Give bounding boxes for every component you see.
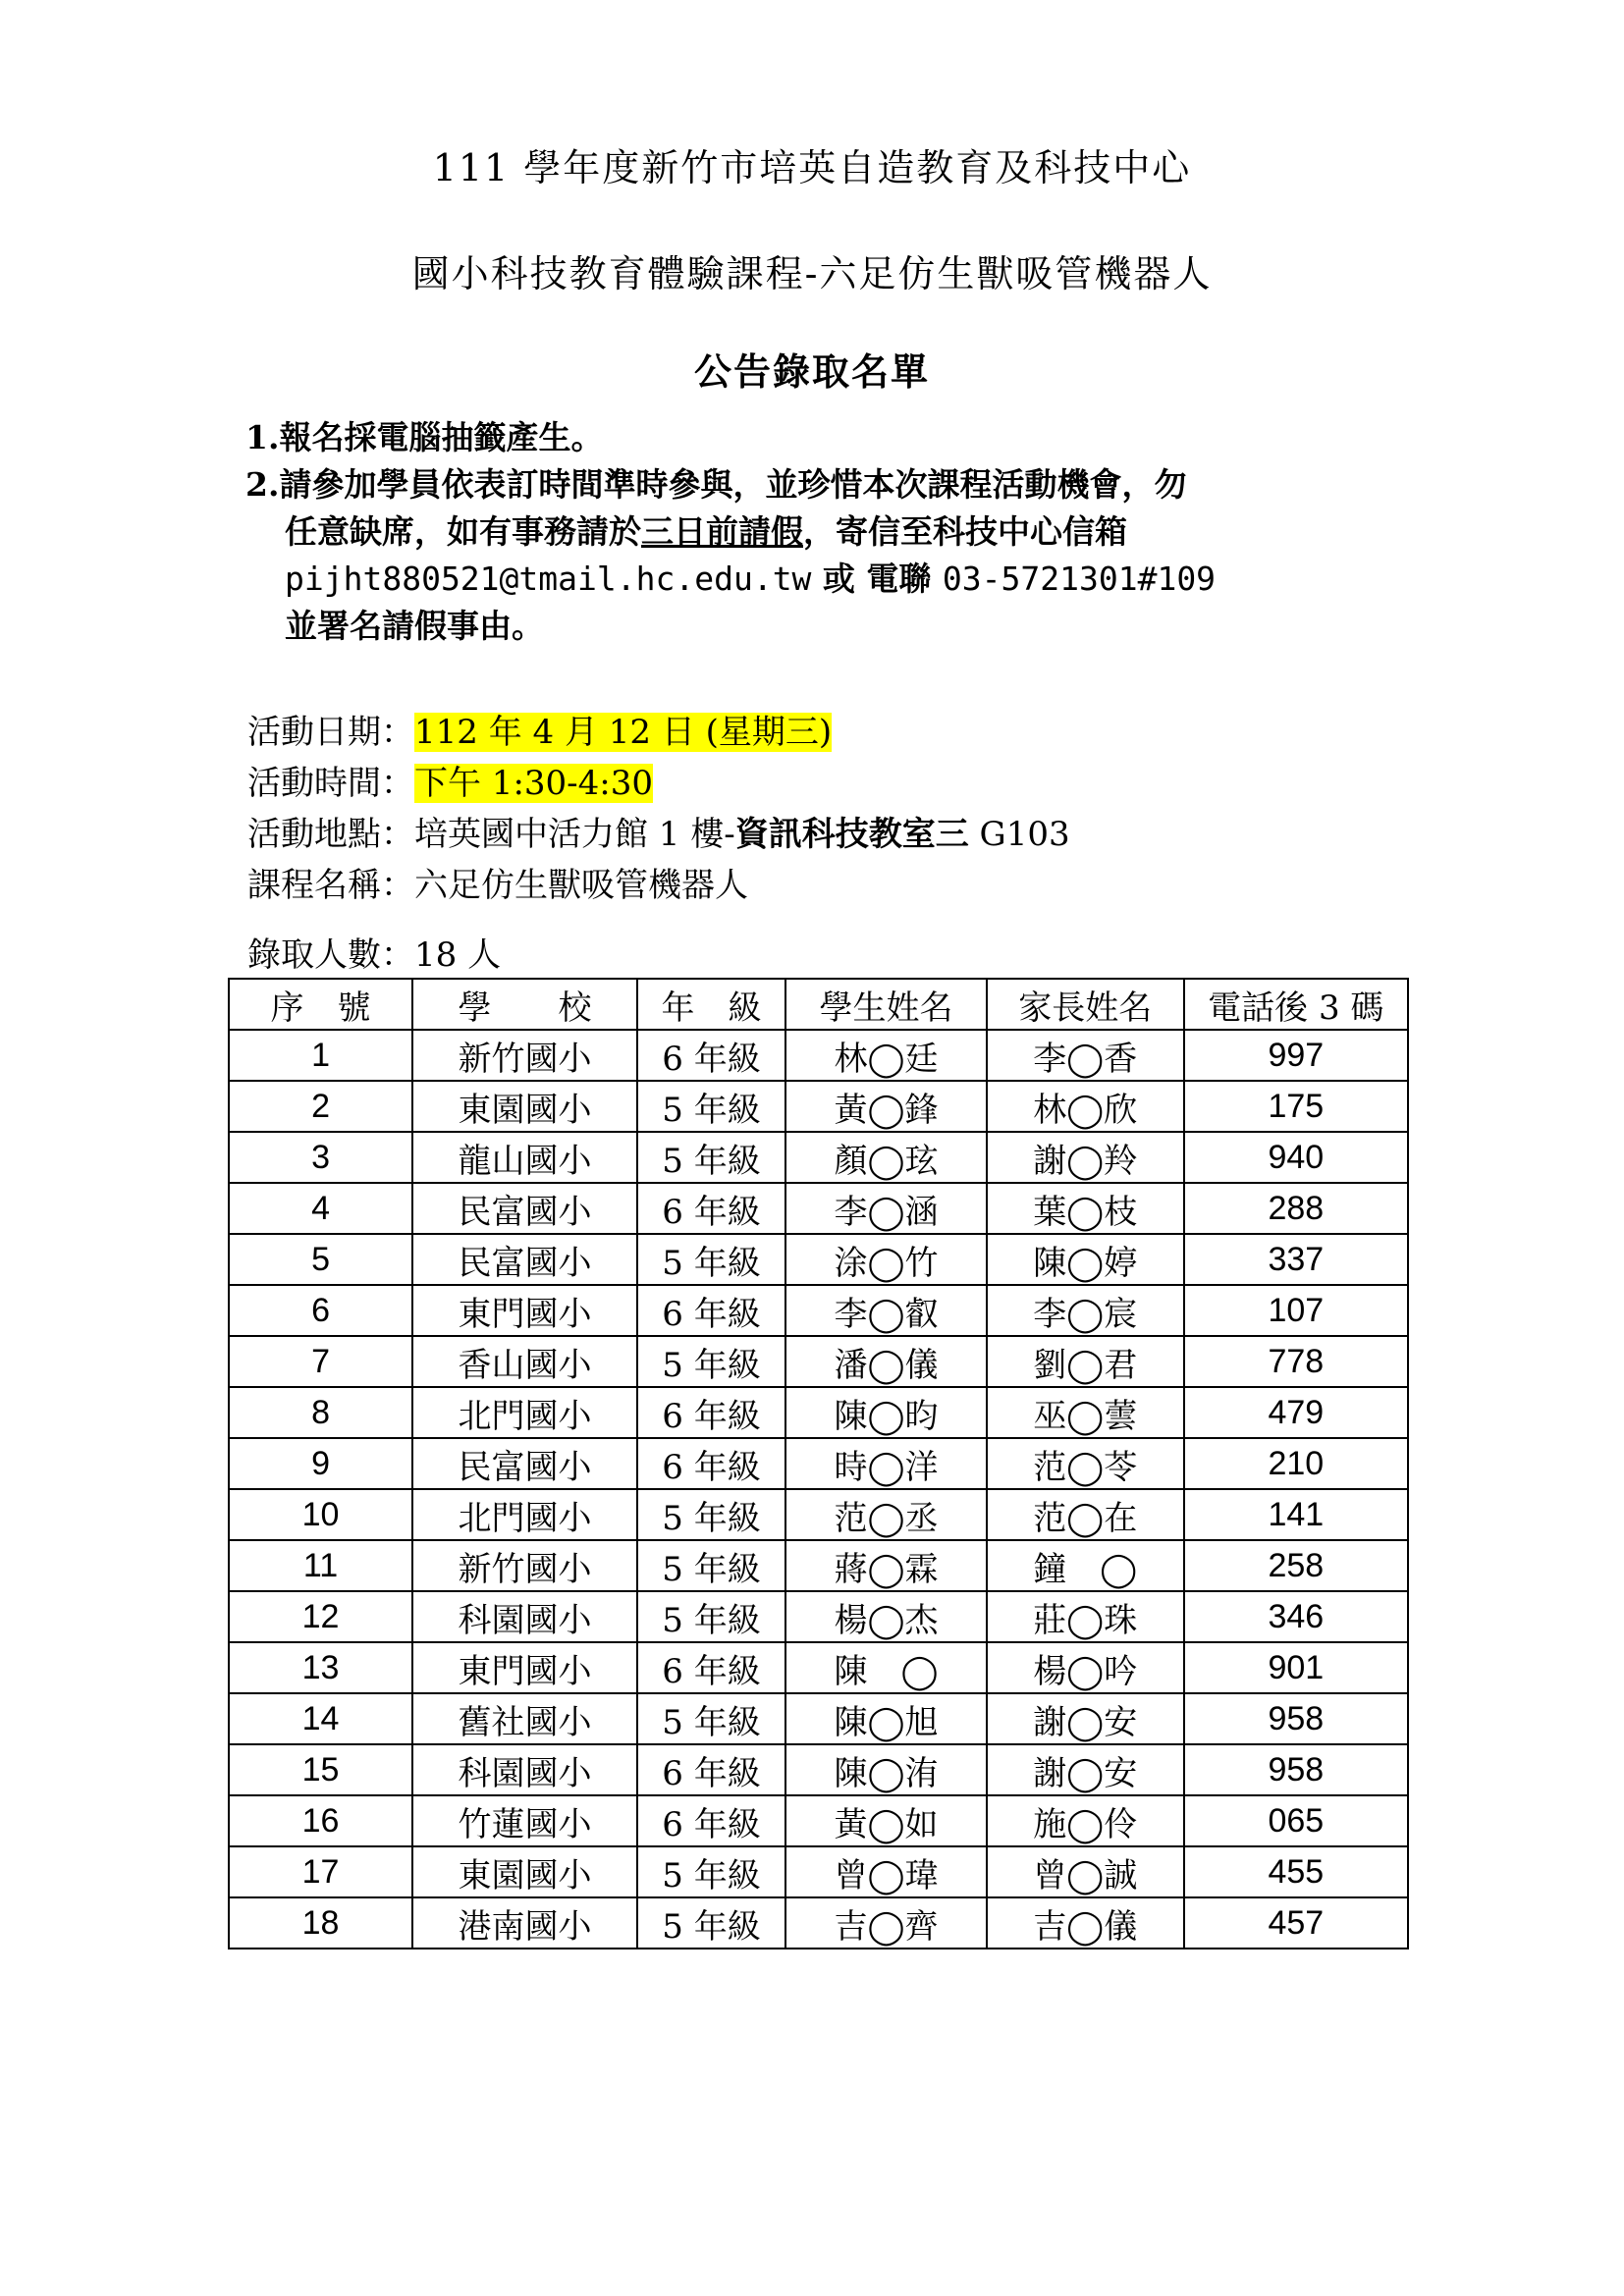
cell-phone-last3: 337 [1184, 1234, 1408, 1285]
cell-student-name: 范◯丞 [785, 1489, 987, 1540]
contact-email: pijht880521@tmail.hc.edu.tw [285, 560, 812, 598]
admission-table [228, 978, 1409, 1949]
cell-serial: 4 [229, 1183, 412, 1234]
activity-date-label: 活動日期： [247, 713, 414, 752]
activity-info [247, 707, 1070, 911]
cell-parent-name: 謝◯安 [987, 1693, 1184, 1744]
cell-serial: 5 [229, 1234, 412, 1285]
cell-parent-name: 謝◯安 [987, 1744, 1184, 1795]
cell-school: 民富國小 [412, 1234, 637, 1285]
cell-parent-name: 吉◯儀 [987, 1897, 1184, 1949]
cell-school: 龍山國小 [412, 1132, 637, 1183]
activity-time-label: 活動時間： [247, 764, 414, 803]
cell-school: 北門國小 [412, 1489, 637, 1540]
cell-parent-name: 施◯伶 [987, 1795, 1184, 1846]
cell-grade: 5 年級 [637, 1132, 785, 1183]
cell-serial: 2 [229, 1081, 412, 1132]
cell-serial: 17 [229, 1846, 412, 1897]
cell-student-name: 時◯洋 [785, 1438, 987, 1489]
cell-school: 新竹國小 [412, 1030, 637, 1081]
cell-school: 民富國小 [412, 1183, 637, 1234]
activity-place-row [247, 809, 1070, 860]
cell-grade: 6 年級 [637, 1642, 785, 1693]
cell-serial: 14 [229, 1693, 412, 1744]
cell-student-name: 林◯廷 [785, 1030, 987, 1081]
cell-student-name: 楊◯杰 [785, 1591, 987, 1642]
cell-serial: 8 [229, 1387, 412, 1438]
activity-date-row [247, 707, 1070, 758]
cell-serial: 7 [229, 1336, 412, 1387]
cell-parent-name: 李◯香 [987, 1030, 1184, 1081]
cell-school: 東園國小 [412, 1846, 637, 1897]
cell-parent-name: 葉◯枝 [987, 1183, 1184, 1234]
note-text: 任意缺席，如有事務請於 [285, 512, 641, 551]
table-row [229, 1591, 1408, 1642]
cell-grade: 5 年級 [637, 1897, 785, 1949]
cell-school: 東門國小 [412, 1285, 637, 1336]
note-text: 或 電聯 [811, 560, 943, 598]
cell-phone-last3: 288 [1184, 1183, 1408, 1234]
course-name-label: 課程名稱： [247, 866, 414, 905]
cell-phone-last3: 210 [1184, 1438, 1408, 1489]
cell-serial: 18 [229, 1897, 412, 1949]
note-item-1: 1.報名採電腦抽籤產生。 [245, 418, 604, 456]
cell-serial: 13 [229, 1642, 412, 1693]
activity-place-value: 培英國中活力館 1 樓- [414, 815, 735, 854]
activity-time-row [247, 758, 1070, 809]
table-row [229, 1081, 1408, 1132]
header-serial: 序 號 [229, 979, 412, 1030]
cell-student-name: 李◯涵 [785, 1183, 987, 1234]
cell-phone-last3: 455 [1184, 1846, 1408, 1897]
note-item-2-line-2 [245, 508, 1216, 556]
table-row [229, 1642, 1408, 1693]
cell-student-name: 李◯叡 [785, 1285, 987, 1336]
cell-grade: 5 年級 [637, 1234, 785, 1285]
cell-student-name: 黃◯如 [785, 1795, 987, 1846]
cell-student-name: 陳◯昀 [785, 1387, 987, 1438]
cell-student-name: 黃◯鋒 [785, 1081, 987, 1132]
document-title: 111 學年度新竹市培英自造教育及科技中心 [432, 146, 1192, 189]
cell-serial: 10 [229, 1489, 412, 1540]
cell-grade: 5 年級 [637, 1489, 785, 1540]
table-header-row [229, 979, 1408, 1030]
cell-parent-name: 李◯宸 [987, 1285, 1184, 1336]
cell-student-name: 陳◯洧 [785, 1744, 987, 1795]
cell-grade: 6 年級 [637, 1744, 785, 1795]
header-phone-last3: 電話後 3 碼 [1184, 979, 1408, 1030]
table-row [229, 1285, 1408, 1336]
activity-date-value: 112 年 4 月 12 日 (星期三) [414, 713, 833, 752]
table-row [229, 1744, 1408, 1795]
header-school: 學 校 [412, 979, 637, 1030]
cell-school: 東園國小 [412, 1081, 637, 1132]
table-row [229, 1795, 1408, 1846]
cell-serial: 11 [229, 1540, 412, 1591]
cell-student-name: 涂◯竹 [785, 1234, 987, 1285]
cell-phone-last3: 479 [1184, 1387, 1408, 1438]
cell-parent-name: 鐘 ◯ [987, 1540, 1184, 1591]
cell-phone-last3: 107 [1184, 1285, 1408, 1336]
cell-parent-name: 陳◯婷 [987, 1234, 1184, 1285]
cell-school: 科園國小 [412, 1744, 637, 1795]
table-row [229, 1846, 1408, 1897]
cell-serial: 6 [229, 1285, 412, 1336]
cell-serial: 15 [229, 1744, 412, 1795]
cell-school: 港南國小 [412, 1897, 637, 1949]
table-row [229, 1387, 1408, 1438]
cell-phone-last3: 997 [1184, 1030, 1408, 1081]
cell-student-name: 陳 ◯ [785, 1642, 987, 1693]
cell-grade: 6 年級 [637, 1387, 785, 1438]
cell-parent-name: 劉◯君 [987, 1336, 1184, 1387]
course-subtitle: 國小科技教育體驗課程-六足仿生獸吸管機器人 [411, 252, 1213, 295]
cell-grade: 5 年級 [637, 1693, 785, 1744]
cell-school: 香山國小 [412, 1336, 637, 1387]
cell-school: 北門國小 [412, 1387, 637, 1438]
cell-phone-last3: 940 [1184, 1132, 1408, 1183]
cell-grade: 6 年級 [637, 1030, 785, 1081]
table-row [229, 1336, 1408, 1387]
table-row [229, 1489, 1408, 1540]
cell-parent-name: 林◯欣 [987, 1081, 1184, 1132]
cell-phone-last3: 958 [1184, 1744, 1408, 1795]
cell-phone-last3: 958 [1184, 1693, 1408, 1744]
cell-parent-name: 范◯在 [987, 1489, 1184, 1540]
cell-parent-name: 巫◯蕓 [987, 1387, 1184, 1438]
cell-serial: 3 [229, 1132, 412, 1183]
cell-school: 舊社國小 [412, 1693, 637, 1744]
course-name-row [247, 860, 1070, 911]
note-text: ，寄信至科技中心信箱 [803, 512, 1127, 551]
note-item-2-line-4: 並署名請假事由。 [285, 607, 544, 645]
cell-serial: 9 [229, 1438, 412, 1489]
cell-parent-name: 曾◯誠 [987, 1846, 1184, 1897]
cell-grade: 5 年級 [637, 1846, 785, 1897]
notes-section [245, 414, 1216, 650]
cell-parent-name: 莊◯珠 [987, 1591, 1184, 1642]
cell-phone-last3: 258 [1184, 1540, 1408, 1591]
cell-student-name: 曾◯瑋 [785, 1846, 987, 1897]
announcement-heading: 公告錄取名單 [693, 349, 930, 394]
cell-school: 新竹國小 [412, 1540, 637, 1591]
cell-student-name: 吉◯齊 [785, 1897, 987, 1949]
table-row [229, 1897, 1408, 1949]
cell-school: 民富國小 [412, 1438, 637, 1489]
contact-phone: 03-5721301#109 [942, 560, 1217, 598]
cell-grade: 6 年級 [637, 1183, 785, 1234]
admitted-count: 錄取人數：18 人 [247, 935, 502, 975]
activity-room: 資訊科技教室三 [734, 815, 969, 854]
cell-parent-name: 楊◯吟 [987, 1642, 1184, 1693]
cell-serial: 16 [229, 1795, 412, 1846]
table-body [229, 1030, 1408, 1949]
cell-phone-last3: 141 [1184, 1489, 1408, 1540]
cell-grade: 5 年級 [637, 1336, 785, 1387]
cell-phone-last3: 175 [1184, 1081, 1408, 1132]
cell-student-name: 潘◯儀 [785, 1336, 987, 1387]
cell-grade: 6 年級 [637, 1438, 785, 1489]
cell-parent-name: 謝◯羚 [987, 1132, 1184, 1183]
header-grade: 年 級 [637, 979, 785, 1030]
cell-grade: 6 年級 [637, 1285, 785, 1336]
activity-place-label: 活動地點： [247, 815, 414, 854]
activity-time-value: 下午 1:30-4:30 [414, 764, 653, 803]
cell-phone-last3: 901 [1184, 1642, 1408, 1693]
table-row [229, 1234, 1408, 1285]
cell-school: 竹蓮國小 [412, 1795, 637, 1846]
cell-school: 東門國小 [412, 1642, 637, 1693]
table-row [229, 1030, 1408, 1081]
cell-student-name: 陳◯旭 [785, 1693, 987, 1744]
cell-serial: 12 [229, 1591, 412, 1642]
note-item-2-line-3 [245, 556, 1216, 603]
cell-student-name: 蔣◯霖 [785, 1540, 987, 1591]
note-item-2-line-1: 2.請參加學員依表訂時間準時參與，並珍惜本次課程活動機會，勿 [245, 465, 1187, 504]
header-student-name: 學生姓名 [785, 979, 987, 1030]
cell-phone-last3: 346 [1184, 1591, 1408, 1642]
table-row [229, 1183, 1408, 1234]
cell-school: 科園國小 [412, 1591, 637, 1642]
table-row [229, 1438, 1408, 1489]
activity-room-code: G103 [968, 815, 1070, 854]
cell-student-name: 顏◯玹 [785, 1132, 987, 1183]
cell-grade: 5 年級 [637, 1081, 785, 1132]
cell-parent-name: 范◯苓 [987, 1438, 1184, 1489]
leave-deadline: 三日前請假 [641, 512, 803, 551]
cell-phone-last3: 065 [1184, 1795, 1408, 1846]
course-name-value: 六足仿生獸吸管機器人 [414, 866, 748, 905]
cell-serial: 1 [229, 1030, 412, 1081]
table-row [229, 1693, 1408, 1744]
cell-grade: 5 年級 [637, 1591, 785, 1642]
table-row [229, 1540, 1408, 1591]
cell-grade: 5 年級 [637, 1540, 785, 1591]
cell-phone-last3: 778 [1184, 1336, 1408, 1387]
cell-phone-last3: 457 [1184, 1897, 1408, 1949]
header-parent-name: 家長姓名 [987, 979, 1184, 1030]
table-row [229, 1132, 1408, 1183]
cell-grade: 6 年級 [637, 1795, 785, 1846]
